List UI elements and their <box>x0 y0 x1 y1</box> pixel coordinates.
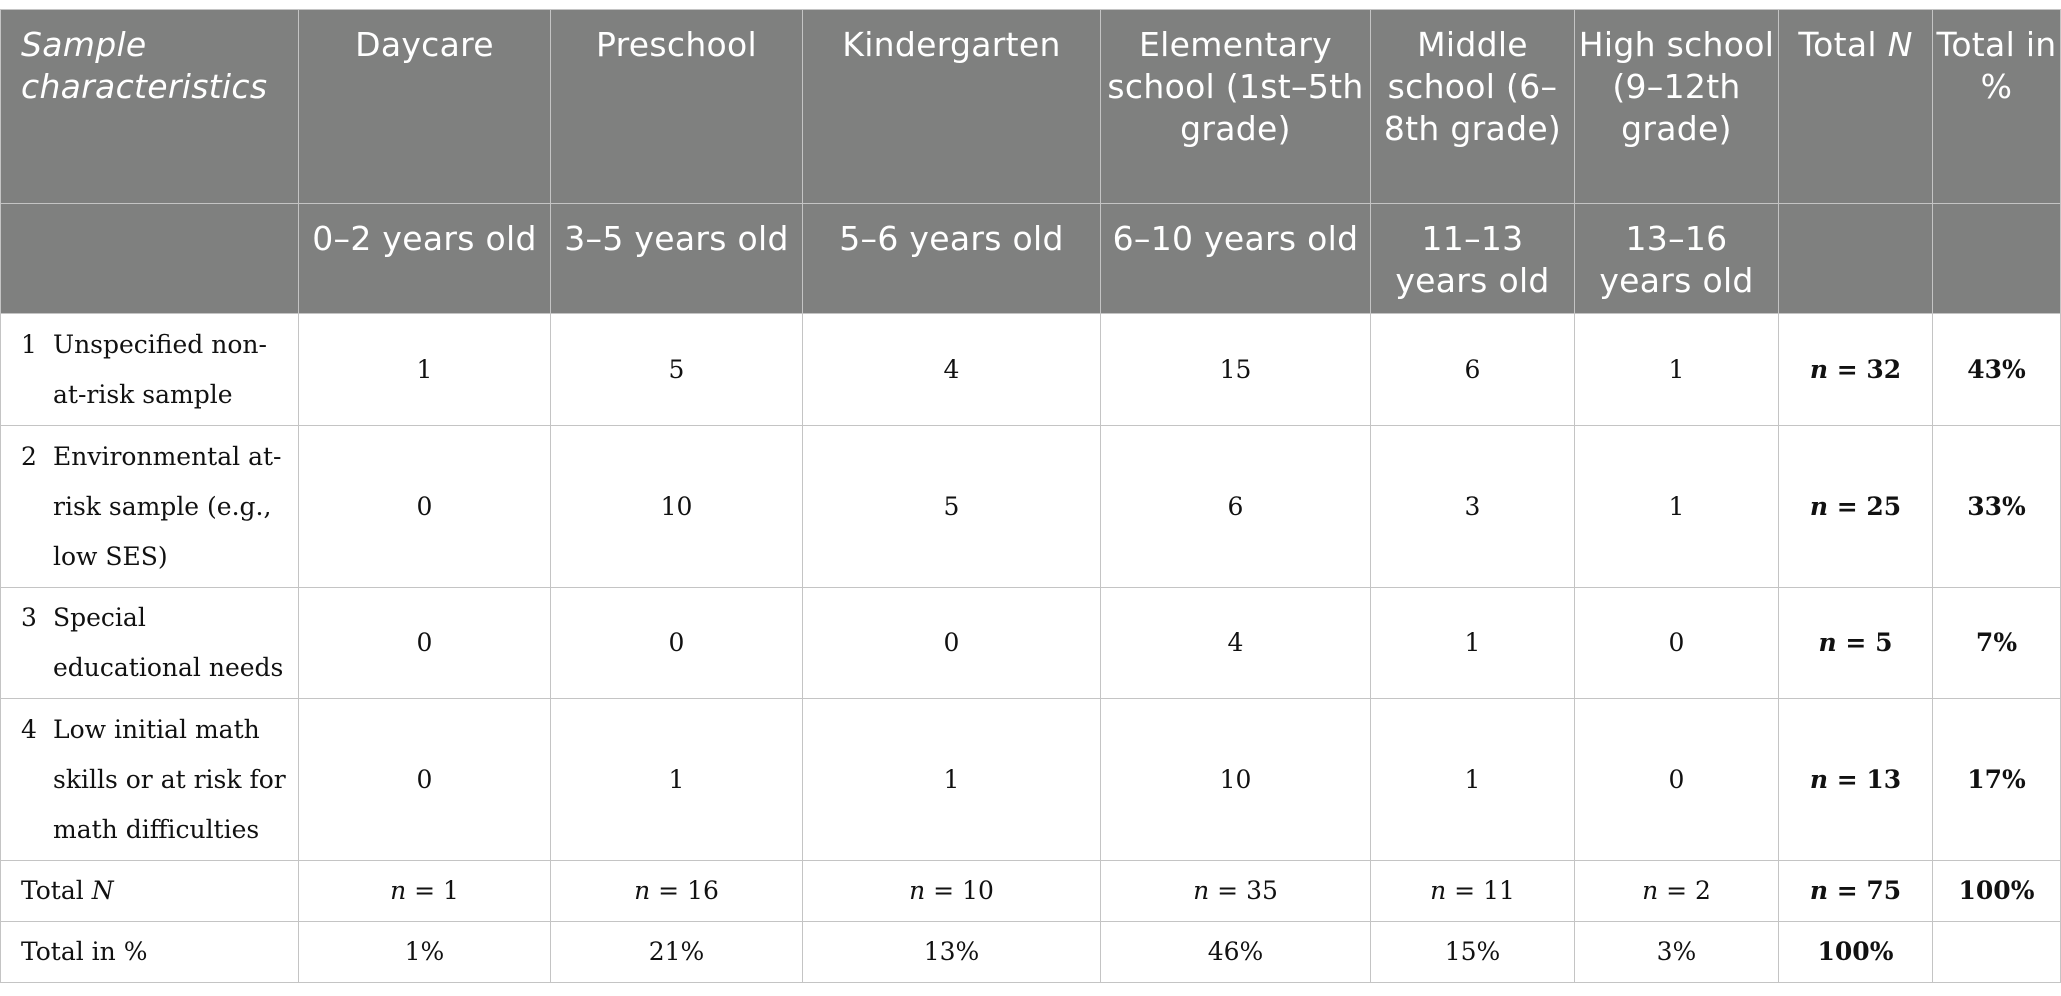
cell-percent: 1% <box>299 922 551 983</box>
total-n-label-prefix: Total <box>21 876 92 905</box>
eq-symbol: = <box>1658 876 1696 905</box>
header-kindergarten: Kindergarten <box>803 10 1101 204</box>
cell-value: 10 <box>1101 699 1371 861</box>
cell-value: 6 <box>1101 426 1371 588</box>
table-row <box>1 699 2061 861</box>
cell-grand-total-percent: 100% <box>1933 861 2061 922</box>
table-row <box>1 588 2061 699</box>
header-row-ages <box>1 204 2061 314</box>
header-age-preschool: 3–5 years old <box>551 204 803 314</box>
header-age-empty <box>1 204 299 314</box>
total-n-value: 1 <box>443 876 459 905</box>
cell-total-n-kindergarten <box>803 861 1101 922</box>
row-label-total-n <box>1 861 299 922</box>
eq-symbol: = <box>650 876 688 905</box>
cell-value: 1 <box>551 699 803 861</box>
sample-characteristics-table <box>0 9 2061 983</box>
cell-percent: 3% <box>1575 922 1779 983</box>
total-n-value: 32 <box>1866 354 1902 384</box>
cell-percent: 15% <box>1371 922 1575 983</box>
cell-value: 3 <box>1371 426 1575 588</box>
n-symbol: n <box>1809 491 1829 521</box>
table-row <box>1 314 2061 426</box>
table-row <box>1 426 2061 588</box>
totals-percent-row <box>1 922 2061 983</box>
header-age-daycare: 0–2 years old <box>299 204 551 314</box>
n-symbol: n <box>1430 876 1447 905</box>
eq-symbol: = <box>1446 876 1484 905</box>
cell-total-percent: 43% <box>1933 314 2061 426</box>
total-n-value: 11 <box>1483 876 1515 905</box>
total-n-value: 16 <box>687 876 719 905</box>
row-label <box>1 699 299 861</box>
eq-symbol: = <box>1828 764 1867 794</box>
header-total-n-prefix: Total <box>1798 25 1888 64</box>
row-label-text: Special educational needs <box>53 603 284 682</box>
header-age-elementary: 6–10 years old <box>1101 204 1371 314</box>
header-sample-characteristics: Sample characteristics <box>1 10 299 204</box>
header-age-kindergarten: 5–6 years old <box>803 204 1101 314</box>
eq-symbol: = <box>925 876 963 905</box>
cell-total-percent: 17% <box>1933 699 2061 861</box>
table-header <box>1 10 2061 314</box>
row-number: 1 <box>21 329 37 359</box>
header-age-high-school: 13–16 years old <box>1575 204 1779 314</box>
cell-value: 0 <box>803 588 1101 699</box>
total-n-value: 35 <box>1246 876 1278 905</box>
header-age-total-n-empty <box>1779 204 1933 314</box>
total-n-value: 2 <box>1695 876 1711 905</box>
cell-value: 0 <box>551 588 803 699</box>
cell-total-n-preschool <box>551 861 803 922</box>
row-label <box>1 588 299 699</box>
cell-value: 0 <box>299 699 551 861</box>
cell-value: 4 <box>1101 588 1371 699</box>
eq-symbol: = <box>1209 876 1247 905</box>
n-symbol: n <box>1642 876 1659 905</box>
row-label <box>1 426 299 588</box>
cell-value: 0 <box>299 426 551 588</box>
n-symbol: n <box>1809 876 1829 905</box>
cell-value: 0 <box>1575 699 1779 861</box>
n-symbol: n <box>909 876 926 905</box>
cell-total-n <box>1779 699 1933 861</box>
header-row-levels <box>1 10 2061 204</box>
header-total-n <box>1779 10 1933 204</box>
cell-total-n <box>1779 314 1933 426</box>
header-preschool: Preschool <box>551 10 803 204</box>
total-n-value: 5 <box>1875 628 1893 657</box>
cell-percent: 13% <box>803 922 1101 983</box>
cell-total-n <box>1779 588 1933 699</box>
cell-percent: 21% <box>551 922 803 983</box>
header-age-total-pct-empty <box>1933 204 2061 314</box>
n-symbol: n <box>1193 876 1210 905</box>
cell-value: 0 <box>299 588 551 699</box>
total-n-value: 25 <box>1866 491 1902 521</box>
row-number: 2 <box>21 441 37 471</box>
cell-value: 0 <box>1575 588 1779 699</box>
row-label-total-percent: Total in % <box>1 922 299 983</box>
cell-empty <box>1933 922 2061 983</box>
cell-total-n-high <box>1575 861 1779 922</box>
eq-symbol: = <box>1836 628 1876 657</box>
header-age-middle-school: 11–13 years old <box>1371 204 1575 314</box>
cell-value: 5 <box>551 314 803 426</box>
table-body <box>1 314 2061 983</box>
n-symbol: n <box>390 876 407 905</box>
cell-total-n <box>1779 426 1933 588</box>
eq-symbol: = <box>1828 876 1867 905</box>
header-high-school: High school (9–12th grade) <box>1575 10 1779 204</box>
eq-symbol: = <box>1828 491 1867 521</box>
header-total-percent: Total in % <box>1933 10 2061 204</box>
row-label-text: Low initial math skills or at risk for math difficulties <box>53 714 286 844</box>
cell-total-n-daycare <box>299 861 551 922</box>
row-label-text: Unspecified non-at-risk sample <box>53 329 267 409</box>
cell-total-percent: 7% <box>1933 588 2061 699</box>
total-n-value: 13 <box>1866 764 1902 794</box>
eq-symbol: = <box>1828 354 1867 384</box>
total-n-value: 75 <box>1866 876 1902 905</box>
n-symbol: n <box>634 876 651 905</box>
cell-value: 10 <box>551 426 803 588</box>
header-total-n-symbol: N <box>1887 25 1913 64</box>
row-label <box>1 314 299 426</box>
totals-n-row <box>1 861 2061 922</box>
total-n-value: 10 <box>962 876 994 905</box>
cell-percent: 46% <box>1101 922 1371 983</box>
total-n-label-symbol: N <box>91 876 114 905</box>
row-label-text: Environmental at-risk sample (e.g., low SES) <box>53 441 282 571</box>
cell-value: 1 <box>1575 314 1779 426</box>
cell-total-n-elementary <box>1101 861 1371 922</box>
n-symbol: n <box>1809 764 1829 794</box>
row-number: 4 <box>21 714 37 744</box>
cell-total-n-middle <box>1371 861 1575 922</box>
header-middle-school: Middle school (6–8th grade) <box>1371 10 1575 204</box>
cell-value: 1 <box>1575 426 1779 588</box>
header-daycare: Daycare <box>299 10 551 204</box>
cell-grand-total-n <box>1779 861 1933 922</box>
cell-value: 1 <box>803 699 1101 861</box>
cell-percent-total: 100% <box>1779 922 1933 983</box>
cell-value: 1 <box>299 314 551 426</box>
n-symbol: n <box>1809 354 1829 384</box>
cell-value: 5 <box>803 426 1101 588</box>
n-symbol: n <box>1818 628 1837 657</box>
cell-value: 15 <box>1101 314 1371 426</box>
row-number: 3 <box>21 603 37 632</box>
cell-value: 1 <box>1371 699 1575 861</box>
cell-total-percent: 33% <box>1933 426 2061 588</box>
cell-value: 6 <box>1371 314 1575 426</box>
cell-value: 4 <box>803 314 1101 426</box>
cell-value: 1 <box>1371 588 1575 699</box>
eq-symbol: = <box>406 876 444 905</box>
header-elementary: Elementary school (1st–5th grade) <box>1101 10 1371 204</box>
